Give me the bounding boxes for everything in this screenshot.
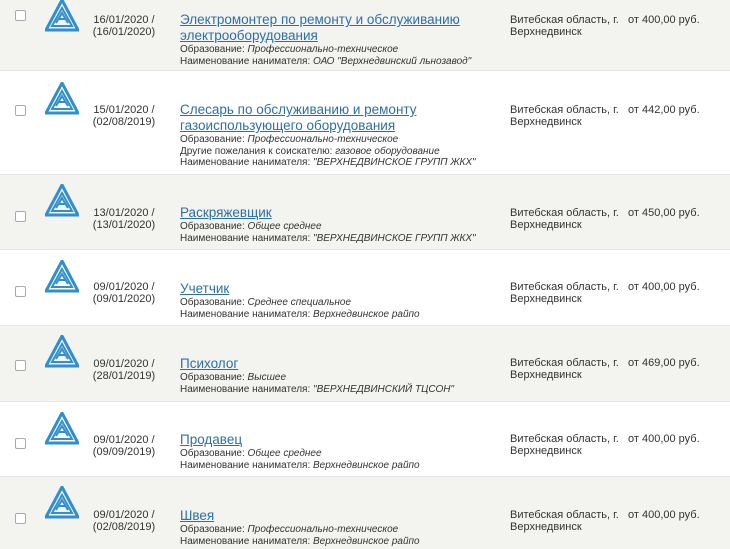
employer-line-value: Верхнедвинское райпо: [313, 535, 420, 547]
vacancy-date: [87, 104, 161, 128]
employment-service-logo-icon: [45, 184, 79, 218]
employment-service-logo-icon: [45, 82, 79, 116]
publish-date: 09/01/2020 /: [93, 358, 155, 370]
education-line: [180, 297, 480, 309]
vacancy-location: Витебская область, г. Верхнедвинск: [510, 14, 619, 38]
employer-line: [180, 157, 480, 169]
education-line-value: Профессионально-техническое: [247, 524, 399, 535]
employer-line: [180, 536, 480, 548]
original-date: (13/01/2020): [92, 219, 156, 231]
vacancy-salary: от 400,00 руб.: [628, 433, 700, 445]
vacancy-info: [180, 281, 480, 320]
employment-service-logo-icon: [45, 486, 79, 520]
education-line-value: Профессионально-техническое: [247, 134, 399, 145]
vacancy-row: [0, 0, 730, 71]
select-checkbox[interactable]: [15, 211, 26, 222]
vacancy-date: [87, 434, 161, 458]
education-line-value: Общее среднее: [247, 448, 322, 459]
wishes-line-value: газовое оборудование: [335, 145, 440, 157]
education-line-label: Образование:: [180, 448, 245, 459]
employer-line-label: Наименование нанимателя:: [180, 535, 311, 547]
publish-date: 09/01/2020 /: [93, 434, 155, 446]
vacancy-location: Витебская область, г. Верхнедвинск: [510, 104, 619, 128]
education-line-value: Среднее специальное: [247, 297, 352, 308]
education-line: [180, 44, 480, 56]
employer-line-value: Верхнедвинское райпо: [313, 459, 420, 471]
education-line: [180, 372, 480, 384]
vacancy-row: [0, 250, 730, 326]
publish-date: 09/01/2020 /: [93, 281, 155, 293]
original-date: (02/08/2019): [92, 116, 156, 128]
wishes-line: [180, 146, 480, 158]
employer-line-label: Наименование нанимателя:: [180, 308, 311, 320]
education-line: [180, 221, 480, 233]
vacancy-date: [87, 281, 161, 305]
employer-line: [180, 460, 480, 472]
employer-line-value: "ВЕРХНЕДВИНСКОЕ ГРУПП ЖКХ": [313, 157, 476, 168]
vacancy-salary: от 469,00 руб.: [628, 357, 700, 369]
vacancy-row: [0, 326, 730, 402]
original-date: (28/01/2019): [92, 370, 156, 382]
vacancy-salary: от 450,00 руб.: [628, 207, 700, 219]
select-checkbox[interactable]: [15, 438, 26, 449]
vacancy-salary: от 400,00 руб.: [628, 281, 700, 293]
vacancy-info: [180, 356, 480, 395]
original-date: (16/01/2020): [92, 26, 156, 38]
employer-line-label: Наименование нанимателя:: [180, 232, 311, 244]
education-line-value: Высшее: [247, 372, 286, 383]
education-line-label: Образование:: [180, 372, 245, 383]
employer-line-value: "ВЕРХНЕДВИНСКИЙ ТЦСОН": [313, 383, 455, 395]
vacancy-info: [180, 205, 480, 244]
education-line: [180, 448, 480, 460]
vacancy-title-link[interactable]: Учетчик: [180, 281, 230, 296]
vacancy-date: [87, 509, 161, 533]
original-date: (02/08/2019): [92, 521, 156, 533]
education-line-label: Образование:: [180, 221, 245, 232]
vacancy-title-link[interactable]: Психолог: [180, 356, 239, 371]
publish-date: 13/01/2020 /: [93, 207, 155, 219]
employment-service-logo-icon: [45, 335, 79, 369]
vacancy-info: [180, 508, 480, 547]
vacancy-location: Витебская область, г. Верхнедвинск: [510, 433, 619, 457]
vacancy-date: [87, 207, 161, 231]
original-date: (09/01/2020): [92, 293, 156, 305]
education-line: [180, 524, 480, 536]
vacancy-title-link[interactable]: Продавец: [180, 432, 243, 447]
education-line-label: Образование:: [180, 134, 245, 145]
vacancy-location: Витебская область, г. Верхнедвинск: [510, 357, 619, 381]
vacancy-salary: от 400,00 руб.: [628, 14, 700, 26]
employer-line-value: "ВЕРХНЕДВИНСКОЕ ГРУПП ЖКХ": [313, 232, 476, 244]
education-line-value: Профессионально-техническое: [247, 44, 399, 55]
vacancy-location: Витебская область, г. Верхнедвинск: [510, 207, 619, 231]
employment-service-logo-icon: [45, 412, 79, 446]
education-line-label: Образование:: [180, 44, 245, 55]
original-date: (09/09/2019): [92, 446, 156, 458]
vacancy-row: [0, 477, 730, 549]
vacancy-salary: от 400,00 руб.: [628, 509, 700, 521]
vacancy-location: Витебская область, г. Верхнедвинск: [510, 509, 619, 533]
select-checkbox[interactable]: [15, 10, 26, 21]
vacancy-title-link[interactable]: Слесарь по обслуживанию и ремонту газоиспользующего оборудования: [180, 102, 417, 133]
vacancy-info: [180, 432, 480, 471]
education-line-value: Общее среднее: [247, 221, 322, 232]
vacancy-salary: от 442,00 руб.: [628, 104, 700, 116]
vacancy-row: [0, 71, 730, 175]
vacancy-date: [87, 14, 161, 38]
select-checkbox[interactable]: [15, 360, 26, 371]
vacancy-title-link[interactable]: Электромонтер по ремонту и обслуживанию электрооборудования: [180, 12, 460, 43]
employer-line-label: Наименование нанимателя:: [180, 459, 311, 471]
publish-date: 16/01/2020 /: [93, 14, 155, 26]
vacancy-row: [0, 402, 730, 477]
education-line: [180, 134, 480, 146]
employer-line-label: Наименование нанимателя:: [180, 157, 311, 168]
employer-line-label: Наименование нанимателя:: [180, 383, 311, 395]
select-checkbox[interactable]: [15, 105, 26, 116]
vacancy-location: Витебская область, г. Верхнедвинск: [510, 281, 619, 305]
publish-date: 15/01/2020 /: [93, 104, 155, 116]
vacancy-row: [0, 175, 730, 250]
vacancy-date: [87, 358, 161, 382]
vacancy-info: [180, 12, 480, 67]
vacancy-info: [180, 102, 480, 169]
education-line-label: Образование:: [180, 524, 245, 535]
employment-service-logo-icon: [45, 0, 79, 33]
employer-line-label: Наименование нанимателя:: [180, 55, 311, 67]
select-checkbox[interactable]: [15, 513, 26, 524]
employer-line: [180, 56, 480, 68]
employment-service-logo-icon: [45, 260, 79, 294]
employer-line-value: Верхнедвинское райпо: [313, 308, 420, 320]
employer-line-value: ОАО "Верхнедвинский льнозавод": [313, 55, 472, 67]
vacancy-title-link[interactable]: Швея: [180, 508, 215, 523]
publish-date: 09/01/2020 /: [93, 509, 155, 521]
select-checkbox[interactable]: [15, 286, 26, 297]
employer-line: [180, 309, 480, 321]
employer-line: [180, 233, 480, 245]
wishes-line-label: Другие пожелания к соискателю:: [180, 145, 333, 157]
employer-line: [180, 384, 480, 396]
education-line-label: Образование:: [180, 297, 245, 308]
vacancy-title-link[interactable]: Раскряжевщик: [180, 205, 272, 220]
